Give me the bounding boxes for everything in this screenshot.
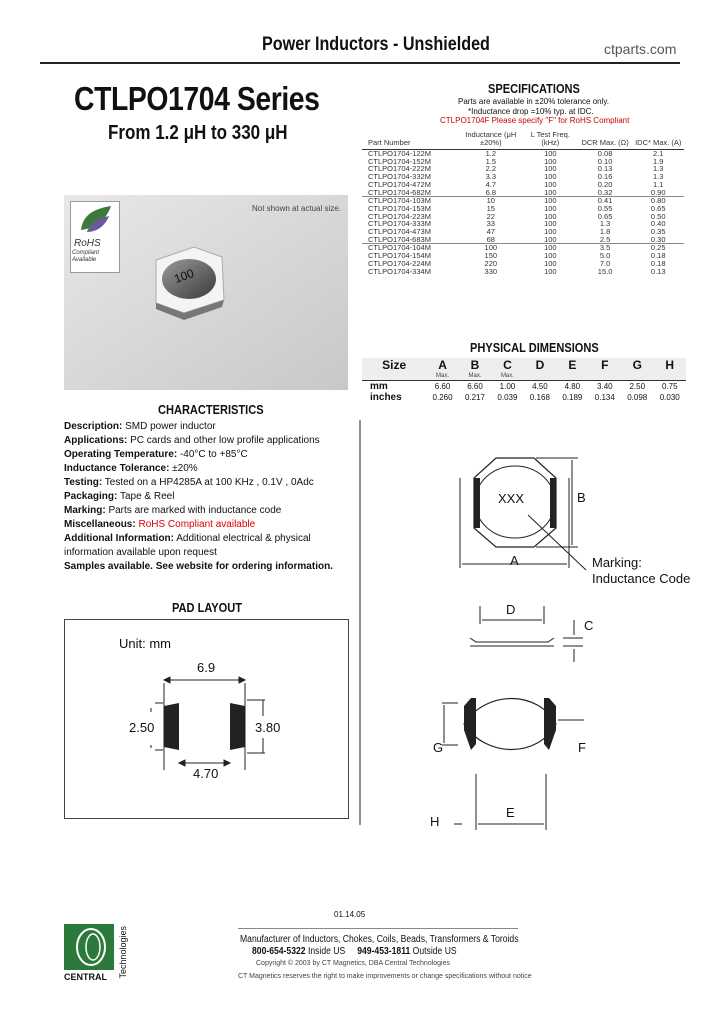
char-value: Tape & Reel [117,491,175,502]
rohs-sublabel [72,250,99,264]
dim-mm-cell: mm [370,381,388,392]
pad-dim-right: 3.80 [255,720,281,735]
char-miscellaneous [64,518,364,532]
spec-cell: 1.9 [653,156,664,166]
spec-part-number: CTLPO1704-333M [368,219,431,229]
dim-label-e: E [506,805,515,820]
dim-label-d: D [506,602,516,617]
spec-cell: 1.1 [653,179,664,189]
bottom-terminal-left [464,698,476,750]
spec-cell: 100 [544,227,557,237]
dim-mm-cell: 6.60 [467,382,483,391]
spec-row [362,268,684,276]
spec-cell: 100 [544,258,557,268]
spec-part-number: CTLPO1704-332M [368,172,431,182]
spec-col-idc: IDC* Max. (A) [632,129,684,150]
spec-cell: 100 [544,172,557,182]
char-value: Additional electrical & physical [174,533,311,544]
spec-cell: 0.65 [597,211,613,221]
spec-col-freq: L Test Freq. (kHz) [523,129,578,150]
physical-dimensions-title: PHYSICAL DIMENSIONS [470,340,599,355]
spec-cell: 5.0 [599,251,611,261]
dimensions-table [362,358,686,403]
spec-cell: 0.10 [597,156,613,166]
spec-cell: 2.5 [599,234,611,244]
char-value: PC cards and other low profile applications [127,435,320,446]
spec-cell: 100 [544,211,557,221]
spec-cell: 0.13 [597,164,613,174]
dim-label-g: G [433,740,444,755]
dim-header-cell: D [524,358,556,372]
logo-swirl-icon [64,924,114,970]
terminal-right [550,478,556,528]
char-label: Packaging: [64,491,118,502]
dim-sub-cell: Max. [491,372,523,381]
pad-layout-diagram [64,619,349,819]
dim-mm-row [362,381,686,393]
dim-inch-cell: 0.098 [627,393,648,402]
dim-label-b: B [577,490,586,505]
pad-layout-drawing [65,620,348,818]
inductance-code-label: Inductance Code [592,571,691,586]
spec-header-row [362,129,684,150]
spec-part-number: CTLPO1704-222M [368,164,431,174]
revision-date: 01.14.05 [334,910,366,919]
phone-inside[interactable]: 800-654-5322 [252,946,306,957]
dim-inch-cell: 0.134 [594,393,615,402]
dim-sub-cell: Max. [459,372,491,381]
dim-inch-cell: inches [370,392,402,403]
logo-sub: Technologies [118,926,128,979]
spec-cell: 0.30 [650,234,666,244]
spec-part-number: CTLPO1704-334M [368,266,431,276]
manufacturer-line: Manufacturer of Inductors, Chokes, Coils, Beads, Transformers & Toroids [240,934,519,945]
rohs-compliant: Compliant [72,250,100,256]
char-label: Inductance Tolerance: [64,463,170,474]
rights-notice: CT Magnetics reserves the right to make improvements or change specifications without notice [238,973,532,980]
characteristics-title: CHARACTERISTICS [158,402,264,417]
spec-cell: 100 [544,234,557,244]
dim-inches-row [362,392,686,403]
spec-cell: 0.32 [597,187,613,197]
char-tolerance [64,462,364,476]
spec-cell: 100 [544,179,557,189]
dim-header-cell: A [426,358,458,372]
char-label: Additional Information: [64,533,174,544]
dim-sub-cell [653,372,686,381]
dim-mm-cell: 4.50 [532,382,548,391]
spec-cell: 0.55 [597,203,613,213]
footer-divider [238,928,518,929]
spec-cell: 68 [486,234,495,244]
spec-cell: 1.8 [599,227,611,237]
dim-inch-cell: 0.039 [497,393,518,402]
header-divider [40,62,680,64]
dim-inch-cell: 0.030 [659,393,680,402]
char-value: ±20% [169,463,198,474]
spec-part-number: CTLPO1704-122M [368,149,431,158]
pad-right [230,703,245,750]
pad-dim-bottom: 4.70 [193,766,219,781]
spec-cell: 0.35 [650,227,666,237]
not-shown-note: Not shown at actual size. [252,204,341,213]
spec-cell: 100 [459,244,523,252]
spec-cell: 0.18 [650,251,666,261]
spec-cell: 0.20 [597,179,613,189]
dim-header-cell: B [459,358,491,372]
spec-cell: 0.80 [632,197,684,205]
dim-inch-cell: 0.168 [529,393,550,402]
spec-note-tolerance: Parts are available in ±20% tolerance only. [458,97,609,106]
dim-inch-cell: 0.189 [562,393,583,402]
spec-cell: 1.5 [485,156,496,166]
dim-header-cell: C [491,358,523,372]
bottom-terminal-right [544,698,556,750]
spec-cell: 3.5 [578,244,633,252]
spec-cell: 100 [544,203,557,213]
spec-cell: 15 [486,203,495,213]
dim-label-a: A [510,553,519,568]
marking-code: XXX [498,491,525,506]
char-operating-temp [64,448,364,462]
spec-cell: 100 [544,251,557,261]
spec-part-number: CTLPO1704-103M [362,197,459,205]
series-title: CTLPO1704 Series [74,80,320,117]
pad-unit: Unit: mm [119,636,171,651]
char-description [64,420,364,434]
dim-header-cell: F [589,358,621,372]
spec-part-number: CTLPO1704-154M [368,251,431,261]
char-value: Tested on a HP4285A at 100 KHz , 0.1V , 0Adc [102,477,314,488]
dim-mm-cell: 4.80 [564,382,581,391]
spec-note-inductance-drop: *Inductance drop =10% typ. at IDC. [468,107,594,116]
spec-cell: 0.08 [597,149,613,158]
dim-label-c: C [584,618,594,633]
spec-cell: 0.16 [597,172,613,182]
dim-sub-cell [621,372,653,381]
spec-col-inductance: Inductance (μH ±20%) [459,129,523,150]
marking-label: Marking: [592,555,642,570]
dim-header-row [362,358,686,372]
dim-sub-cell [556,372,588,381]
dim-inch-cell: 0.217 [464,393,485,402]
pad-left [164,703,179,750]
dim-label-h: H [430,814,440,829]
spec-cell: 0.90 [650,187,666,197]
spec-cell: 2.2 [485,164,496,174]
spec-part-number: CTLPO1704-104M [362,244,459,252]
char-value: -40°C to +85°C [177,449,248,460]
mechanical-drawing [358,420,698,830]
char-testing [64,476,364,490]
pad-layout-title: PAD LAYOUT [172,600,242,615]
inductance-range: From 1.2 μH to 330 μH [108,122,288,144]
rohs-available: Available [72,257,97,263]
spec-col-dcr: DCR Max. (Ω) [578,129,633,150]
spec-cell: 47 [486,227,495,237]
spec-cell: 0.40 [650,219,666,229]
spec-cell: 0.13 [650,266,666,276]
leaf-icon [71,202,119,236]
pad-dim-top: 6.9 [197,660,216,675]
spec-cell: 22 [486,211,495,221]
spec-cell: 0.41 [578,197,633,205]
char-packaging [64,490,364,504]
char-value: SMD power inductor [122,421,216,432]
spec-cell: 100 [523,244,578,252]
spec-part-number: CTLPO1704-223M [368,211,431,221]
dim-mm-cell: 2.50 [629,382,646,391]
spec-cell: 100 [544,149,557,158]
spec-cell: 2.1 [653,149,664,158]
spec-note-rohs: CTLPO1704F Please specify "F" for RoHS Compliant [440,116,630,125]
spec-part-number: CTLPO1704-224M [368,258,431,268]
dim-sub-cell: Max. [426,372,458,381]
spec-cell: 1.3 [599,219,611,229]
char-applications [64,434,364,448]
pad-dim-left: 2.50 [129,720,155,735]
spec-cell: 220 [484,258,498,268]
dim-mm-cell: 3.40 [597,382,613,391]
dim-sub-cell [362,372,426,381]
spec-cell: 0.65 [650,203,666,213]
char-additional-info-cont: information available upon request [64,547,217,558]
spec-cell: 7.0 [599,258,611,268]
rohs-label: RoHS [74,238,101,249]
outside-label: Outside US [412,946,457,957]
spec-cell: 0.25 [632,244,684,252]
phone-outside[interactable]: 949-453-1811 [357,946,411,957]
inside-label: Inside US [307,946,346,957]
dim-header-cell: E [556,358,588,372]
logo-name: CENTRAL [64,972,107,982]
spec-part-number: CTLPO1704-153M [368,203,431,213]
spec-cell: 100 [544,187,557,197]
dim-inch-cell: 0.260 [432,393,453,402]
char-label: Applications: [64,435,128,446]
specifications-table [362,129,684,275]
spec-cell: 100 [544,266,557,276]
char-marking [64,504,364,518]
spec-part-number: CTLPO1704-472M [368,179,431,189]
dim-sub-cell [589,372,621,381]
dim-header-cell: Size [362,358,426,372]
central-logo [64,924,114,970]
spec-cell: 1.2 [485,149,496,158]
specifications-title: SPECIFICATIONS [488,81,580,96]
terminal-left [474,478,480,528]
dim-mm-cell: 6.60 [434,382,451,391]
dim-sub-row [362,372,686,381]
dim-mm-cell: 0.75 [661,382,678,391]
spec-cell: 0.18 [650,258,666,268]
spec-cell: 15.0 [597,266,613,276]
spec-cell: 1.3 [653,164,664,174]
copyright: Copyright © 2003 by CT Magnetics, DBA Central Technologies [256,960,451,967]
dim-header-cell: G [621,358,653,372]
char-label: Miscellaneous: [64,519,136,530]
phone-line [252,946,457,957]
spec-cell: 330 [484,266,498,276]
samples-note: Samples available. See website for ordering information. [64,561,333,572]
spec-cell: 100 [523,197,578,205]
spec-cell: 100 [544,156,557,166]
spec-cell: 3.3 [485,172,496,182]
spec-cell: 33 [486,219,495,229]
spec-cell: 0.50 [650,211,666,221]
dim-mm-cell: 1.00 [499,382,516,391]
spec-cell: 6.8 [485,187,496,197]
spec-cell: 10 [459,197,523,205]
spec-col-part: Part Number [362,129,459,150]
char-label: Description: [64,421,123,432]
part-marking: 100 [172,265,196,287]
page-header-title: Power Inductors - Unshielded [262,34,490,55]
dim-sub-cell [524,372,556,381]
char-label: Operating Temperature: [64,449,178,460]
spec-part-number: CTLPO1704-682M [368,187,431,197]
spec-cell: 4.7 [485,179,496,189]
spec-cell: 100 [544,219,557,229]
spec-cell: 1.3 [653,172,664,182]
spec-part-number: CTLPO1704-152M [368,156,431,166]
char-value: Parts are marked with inductance code [105,505,282,516]
char-label: Marking: [64,505,106,516]
dim-header-cell: H [653,358,686,372]
rohs-compliant-link[interactable]: RoHS Compliant available [135,519,256,530]
spec-part-number: CTLPO1704-683M [368,234,431,244]
spec-cell: 150 [484,251,498,261]
char-additional-info [64,532,364,546]
characteristics-list [64,420,364,574]
spec-part-number: CTLPO1704-473M [368,227,431,237]
spec-cell: 100 [544,164,557,174]
site-name[interactable]: ctparts.com [604,41,677,57]
dim-label-f: F [578,740,586,755]
char-label: Testing: [64,477,103,488]
